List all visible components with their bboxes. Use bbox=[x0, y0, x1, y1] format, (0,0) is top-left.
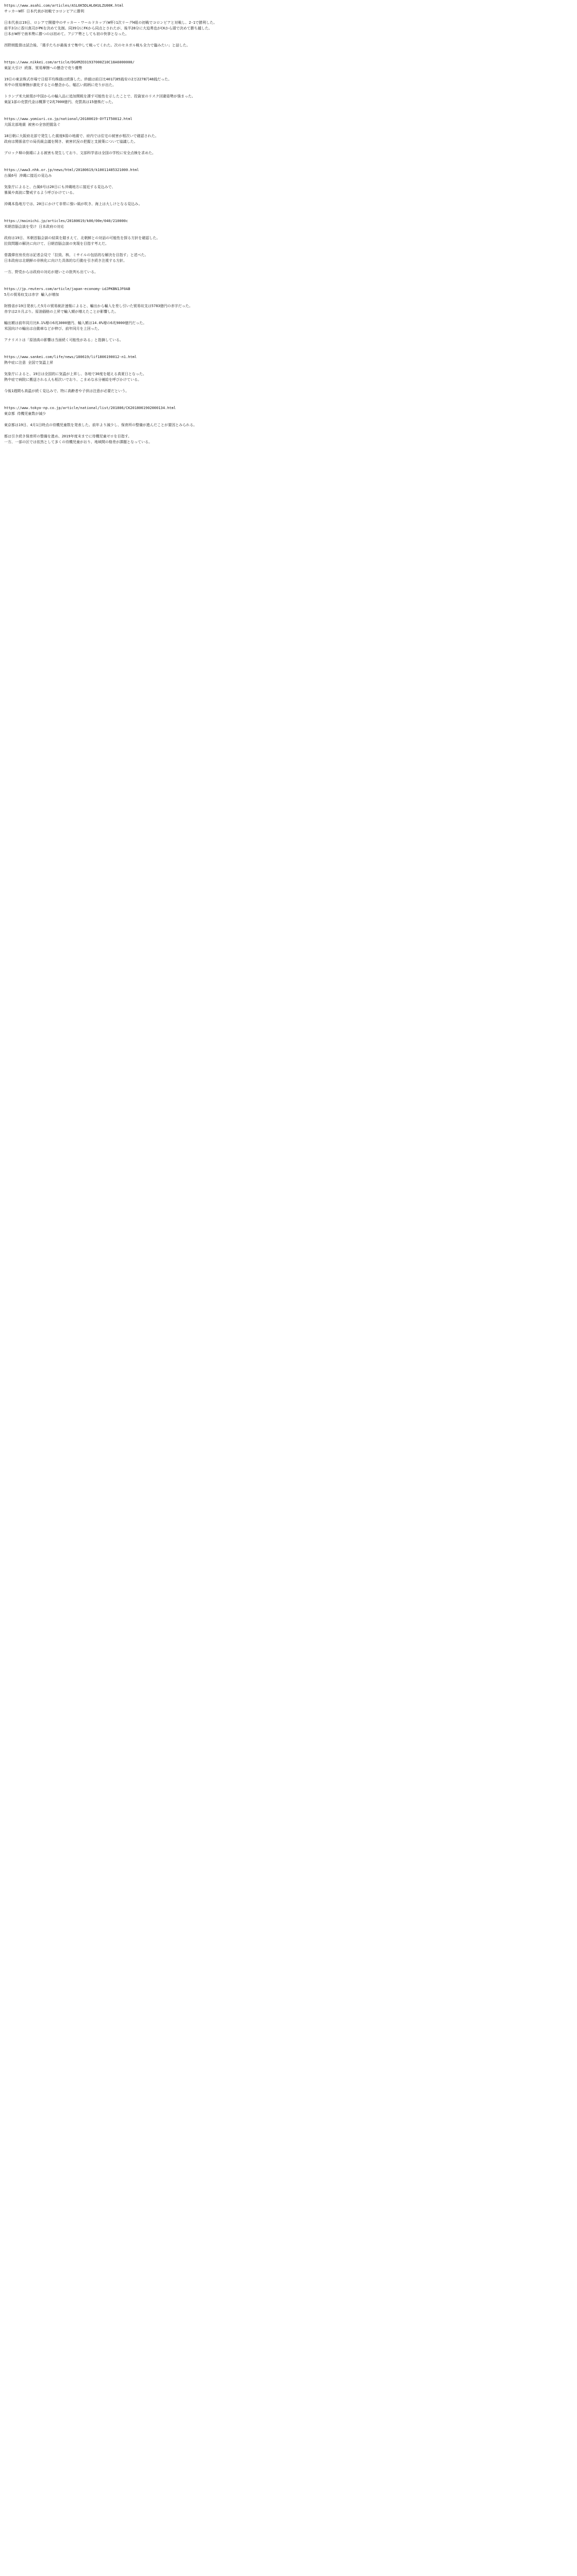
article-line bbox=[4, 128, 565, 133]
article-line bbox=[4, 383, 565, 388]
document-body bbox=[0, 0, 569, 445]
article-line: トランプ米大統領が中国からの輸入品に追加関税を課す可能性を示したことで、投資家のリスク回避姿勢が強まった。 bbox=[4, 94, 195, 98]
article-line bbox=[4, 332, 565, 337]
article-line: 今後1週間も高温が続く見込みで、特に高齢者や子供は注意が必要だという。 bbox=[4, 389, 129, 393]
article-line bbox=[4, 264, 565, 269]
article-entry bbox=[4, 354, 565, 394]
article-entry bbox=[4, 116, 565, 156]
article-line: 米国向けの輸出は自動車などが伸び、前年同月を上回った。 bbox=[4, 327, 102, 331]
article-line: 都は引き続き保育所の整備を進め、2019年度末までに待機児童ゼロを目指す。 bbox=[4, 434, 132, 438]
article-line bbox=[4, 71, 565, 77]
article-line bbox=[4, 196, 565, 201]
article-url: https://www.asahi.com/articles/ASL6K5DLHL6KULZU00K.html bbox=[4, 4, 124, 8]
article-line bbox=[4, 366, 565, 371]
article-line: 東京都 待機児童数が減少 bbox=[4, 412, 46, 416]
article-line: 政府は関係省庁の局長級会議を開き、被害状況の把握と支援策について協議した。 bbox=[4, 140, 138, 144]
article-line: 台風6号 沖縄に接近の見込み bbox=[4, 174, 52, 178]
article-line bbox=[4, 37, 565, 43]
article-line bbox=[4, 179, 565, 184]
article-line: 熱中症に注意 全国で気温上昇 bbox=[4, 361, 54, 365]
article-line: 5月の貿易収支は赤字 輸入が増加 bbox=[4, 293, 59, 297]
article-line: 東京都は19日、4月1日時点の待機児童数を発表した。前年より減少し、保育所の整備が進んだことが要因とみられる。 bbox=[4, 423, 197, 427]
article-line: 赤字は2カ月ぶり。原油価格の上昇で輸入額が増えたことが影響した。 bbox=[4, 310, 119, 314]
article-line: 暴風や高波に警戒するよう呼びかけている。 bbox=[4, 191, 76, 195]
article-line: 18日朝に大阪府北部で発生した震度6弱の地震で、府内では住宅の被害が相次いで確認された。 bbox=[4, 134, 159, 138]
article-line: 拉致問題の解決に向けて、日朝首脳会談の実現を目指す考えだ。 bbox=[4, 242, 109, 246]
article-line bbox=[4, 14, 565, 20]
article-line: 沖縄本島地方では、20日にかけて非常に強い風が吹き、海上は大しけとなる見込み。 bbox=[4, 202, 142, 206]
article-entry bbox=[4, 167, 565, 207]
article-line: 熱中症で病院に搬送される人も相次いでおり、こまめな水分補給を呼びかけている。 bbox=[4, 378, 141, 382]
article-url: https://mainichi.jp/articles/20180619/k00/00e/040/210000c bbox=[4, 219, 128, 223]
article-line: 日本がW杯で南米勢に勝つのは初めて。アジア勢としても初の快挙となった。 bbox=[4, 32, 129, 36]
article-line: 菅義偉官房長官は記者会見で「拉致、核、ミサイルの包括的な解決を目指す」と述べた。 bbox=[4, 253, 149, 257]
article-line bbox=[4, 315, 565, 320]
article-line: 一方、野党からは政府の対応が遅いとの批判も出ている。 bbox=[4, 270, 98, 274]
article-line bbox=[4, 428, 565, 434]
article-line: 東証大引け 続落、貿易摩擦への懸念で売り優勢 bbox=[4, 66, 83, 70]
article-line bbox=[4, 298, 565, 303]
article-line bbox=[4, 247, 565, 252]
article-line: 政府は19日、米朝首脳会談の結果を踏まえて、北朝鮮との対話の可能性を探る方針を確認した。 bbox=[4, 236, 160, 240]
article-line bbox=[4, 88, 565, 94]
article-line: サッカーW杯 日本代表が初戦でコロンビアに勝利 bbox=[4, 9, 85, 13]
article-url: https://www.tokyo-np.co.jp/article/national/list/201806/CK2018061902000134.html bbox=[4, 406, 176, 410]
article-line: 19日の東京株式市場で日経平均株価は続落した。終値は前日比401円85銭安の2万2278円48銭だった。 bbox=[4, 77, 172, 81]
article-entry bbox=[4, 60, 565, 105]
article-line: 日本代表は19日、ロシアで開催中のサッカー・ワールドカップ(W杯)1次リーグH組の初戦でコロンビアと対戦し、2-1で勝利した。 bbox=[4, 21, 217, 25]
article-entry bbox=[4, 218, 565, 275]
article-url: https://www.nikkei.com/article/DGXMZO31937000Z10C18A6000000/ bbox=[4, 60, 135, 64]
article-line: 大阪北部地震 被害の全容把握急ぐ bbox=[4, 123, 61, 127]
article-line: 気象庁によると、台風6号は20日にも沖縄地方に接近する見込みで、 bbox=[4, 185, 116, 189]
article-line: 東証1部の売買代金は概算で2兆7000億円、売買高は15億株だった。 bbox=[4, 100, 116, 104]
article-line bbox=[4, 417, 565, 422]
article-line: アナリストは「原油高の影響は当面続く可能性がある」と指摘している。 bbox=[4, 338, 123, 342]
article-line: 気象庁によると、19日は全国的に気温が上昇し、各地で30度を超える真夏日となった。 bbox=[4, 372, 146, 376]
article-line: 日本政府は北朝鮮の非核化に向けた具体的な行動を引き続き注視する方針。 bbox=[4, 259, 127, 263]
article-line bbox=[4, 230, 565, 235]
article-line: 一方、一部の区では依然として多くの待機児童がおり、地域間の格差が課題となっている。 bbox=[4, 440, 152, 444]
article-url: https://www.sankei.com/life/news/180619/lif1806190012-n1.html bbox=[4, 355, 137, 359]
article-line: ブロック塀の倒壊による被害も発生しており、文部科学省は全国の学校に安全点検を求めた。 bbox=[4, 151, 156, 155]
article-line: 財務省が19日発表した5月の貿易統計速報によると、輸出から輸入を差し引いた貿易収支は5783億円の赤字だった。 bbox=[4, 304, 193, 308]
article-url: https://www.yomiuri.co.jp/national/20180619-OYT1T50012.html bbox=[4, 117, 133, 121]
article-entry bbox=[4, 3, 565, 48]
article-line: 西野朗監督は試合後、「選手たちが最後まで集中して戦ってくれた。次のセネガル戦も全力で臨みたい」と話した。 bbox=[4, 43, 190, 47]
article-line: 前半3分に香川真司がPKを決めて先制。同39分にFKから同点とされたが、後半28分に大迫勇也がCKから頭で決めて勝ち越した。 bbox=[4, 26, 212, 30]
article-entry bbox=[4, 405, 565, 445]
article-line: 米中の貿易摩擦が激化するとの懸念から、幅広い銘柄に売りが出た。 bbox=[4, 83, 116, 87]
article-line: 米朝首脳会談を受け 日本政府の対応 bbox=[4, 225, 64, 229]
article-entry bbox=[4, 286, 565, 343]
article-line: 輸出額は前年同月比8.1%増の6兆3000億円、輸入額は14.0%増の6兆9000億円だった。 bbox=[4, 321, 147, 325]
article-line bbox=[4, 145, 565, 150]
article-url: https://www3.nhk.or.jp/news/html/20180619/k10011485321000.html bbox=[4, 168, 139, 172]
article-url: https://jp.reuters.com/article/japan-economy-idJPKBN1JF0AB bbox=[4, 287, 130, 291]
